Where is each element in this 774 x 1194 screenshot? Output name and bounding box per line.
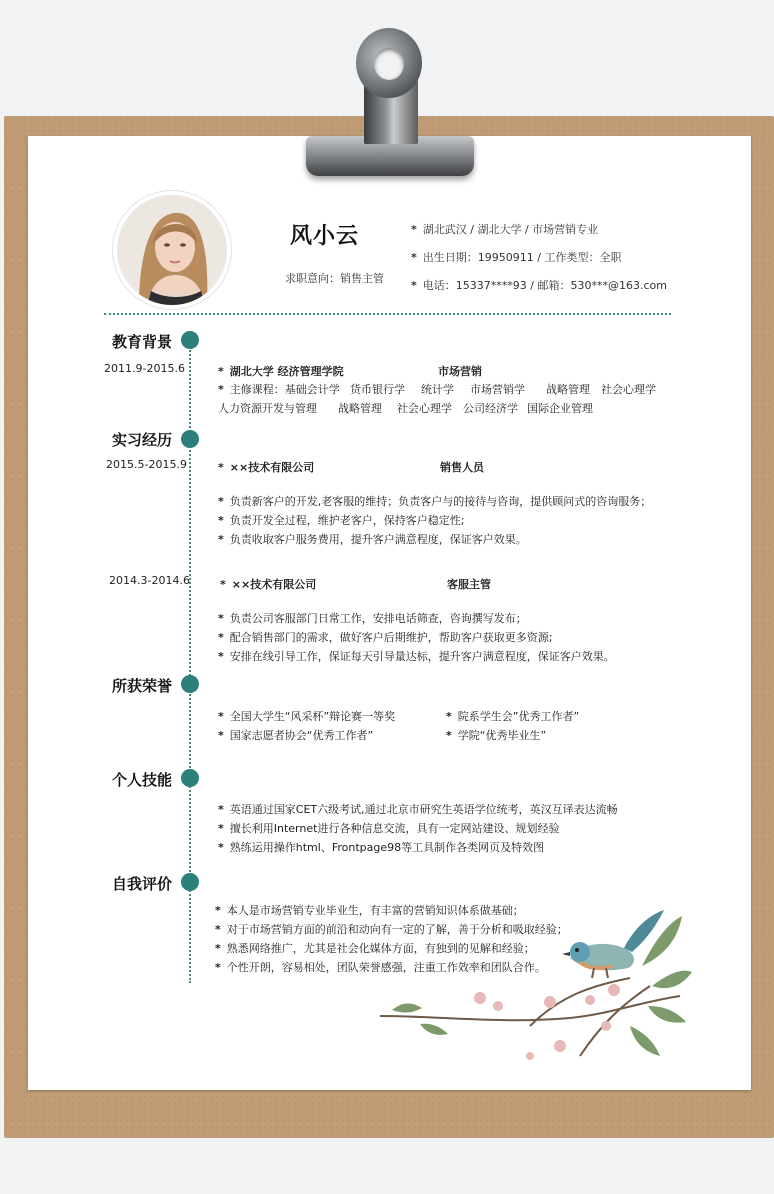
job-duty-text: 配合销售部门的需求，做好客户后期维护，帮助客户获取更多资源; xyxy=(229,631,553,644)
section-title-skills: 个人技能 xyxy=(112,771,173,789)
job-duty xyxy=(218,610,527,626)
contact-line xyxy=(411,249,621,265)
bullet-star: * xyxy=(218,803,224,816)
timeline-dot xyxy=(181,675,199,693)
education-school-line xyxy=(218,363,344,379)
skill-item xyxy=(218,839,544,855)
honor-item xyxy=(446,727,546,743)
job-duty-text: 负责公司客服部门日常工作，安排电话筛查，咨询撰写发布； xyxy=(229,612,527,625)
bullet-star: * xyxy=(411,251,417,264)
bullet-star: * xyxy=(218,822,224,835)
skill-text: 擅长利用Internet进行各种信息交流，具有一定网站建设、规划经验 xyxy=(229,822,560,835)
bullet-star: * xyxy=(218,495,224,508)
bullet-star: * xyxy=(218,533,224,546)
education-courses-line-1 xyxy=(218,381,656,397)
job-duty xyxy=(218,493,651,509)
timeline-dot xyxy=(181,873,199,891)
section-title-self-eval: 自我评价 xyxy=(112,875,173,893)
honor-item xyxy=(446,708,579,724)
bird-branch-illustration-icon xyxy=(380,906,695,1062)
bullet-star: * xyxy=(218,514,224,527)
honor-text: 学院“优秀毕业生” xyxy=(457,729,547,742)
course-item: 货币银行学 xyxy=(350,383,405,396)
honor-text: 全国大学生“风采杯”辩论赛一等奖 xyxy=(229,710,396,723)
self-eval-text: 个性开朗，容易相处，团队荣誉感强，注重工作效率和团队合作。 xyxy=(226,961,546,974)
section-title-internship: 实习经历 xyxy=(112,431,173,449)
bullet-star: * xyxy=(215,904,221,917)
job-duty xyxy=(218,648,615,664)
course-item: 统计学 xyxy=(421,383,454,396)
job-duty xyxy=(218,512,464,528)
skill-item xyxy=(218,820,559,836)
contact-phone-email: 电话：15337****93 / 邮箱：530***@163.com xyxy=(422,279,667,292)
education-courses-line-2 xyxy=(218,400,593,416)
job-role: 客服主管 xyxy=(447,578,491,591)
contact-line xyxy=(411,277,667,293)
job-duty-text: 负责收取客户服务费用，提升客户满意程度，保证客户效果。 xyxy=(229,533,527,546)
job-role: 销售人员 xyxy=(440,461,484,474)
bullet-star: * xyxy=(218,365,224,378)
timeline-dot xyxy=(181,331,199,349)
bullet-star: * xyxy=(220,578,226,591)
bullet-star: * xyxy=(218,650,224,663)
course-item: 主修课程：基础会计学 xyxy=(229,383,340,396)
bullet-star: * xyxy=(411,279,417,292)
bullet-star: * xyxy=(218,841,224,854)
honor-text: 院系学生会”优秀工作者” xyxy=(457,710,580,723)
course-item: 市场营销学 xyxy=(470,383,525,396)
bullet-star: * xyxy=(411,223,417,236)
bullet-star: * xyxy=(215,923,221,936)
job-company-line xyxy=(220,576,316,592)
course-item: 战略管理 xyxy=(338,402,382,415)
portrait-icon xyxy=(117,195,227,305)
job-duty xyxy=(218,629,552,645)
self-eval-text: 本人是市场营销专业毕业生，有丰富的营销知识体系做基础； xyxy=(226,904,524,917)
job-date: 2014.3-2014.6 xyxy=(109,574,190,587)
bullet-star: * xyxy=(215,942,221,955)
honor-item xyxy=(218,727,373,743)
skill-item xyxy=(218,801,618,817)
course-item: 社会心理学 xyxy=(601,383,656,396)
bullet-star: * xyxy=(218,612,224,625)
course-item: 人力资源开发与管理 xyxy=(218,402,317,415)
job-objective: 求职意向：销售主管 xyxy=(285,272,384,285)
job-duty xyxy=(218,531,527,547)
bullet-star: * xyxy=(446,710,452,723)
skill-text: 英语通过国家CET六级考试,通过北京市研究生英语学位统考，英汉互译表达流畅 xyxy=(229,803,618,816)
course-item: 公司经济学 xyxy=(463,402,518,415)
course-item: 社会心理学 xyxy=(397,402,452,415)
bullet-star: * xyxy=(218,729,224,742)
bullet-star: * xyxy=(218,631,224,644)
job-company: ××技术有限公司 xyxy=(229,461,315,474)
self-eval-text: 对于市场营销方面的前沿和动向有一定的了解，善于分析和吸取经验； xyxy=(226,923,568,936)
avatar xyxy=(117,195,227,305)
job-company: ××技术有限公司 xyxy=(231,578,317,591)
education-school: 湖北大学 经济管理学院 xyxy=(229,365,344,378)
job-duty-text: 负责新客户的开发,老客服的维持；负责客户与的接待与咨询，提供顾问式的咨询服务； xyxy=(229,495,652,508)
job-duty-text: 安排在线引导工作，保证每天引导量达标，提升客户满意程度，保证客户效果。 xyxy=(229,650,615,663)
education-major: 市场营销 xyxy=(438,365,482,378)
honor-item xyxy=(218,708,395,724)
job-company-line xyxy=(218,459,314,475)
header-divider xyxy=(104,313,671,315)
course-item: 国际企业管理 xyxy=(527,402,593,415)
candidate-name: 风小云 xyxy=(290,224,360,249)
contact-birth: 出生日期：19950911 / 工作类型：全职 xyxy=(422,251,622,264)
contact-line xyxy=(411,221,598,237)
honor-text: 国家志愿者协会“优秀工作者” xyxy=(229,729,374,742)
contact-location: 湖北武汉 / 湖北大学 / 市场营销专业 xyxy=(422,223,599,236)
section-title-honors: 所获荣誉 xyxy=(112,677,173,695)
course-item: 战略管理 xyxy=(546,383,590,396)
job-date: 2015.5-2015.9 xyxy=(106,458,187,471)
bullet-star: * xyxy=(218,461,224,474)
education-date: 2011.9-2015.6 xyxy=(104,362,185,375)
clip-hole-icon xyxy=(374,48,404,80)
section-title-education: 教育背景 xyxy=(112,333,173,351)
bullet-star: * xyxy=(215,961,221,974)
timeline-dot xyxy=(181,769,199,787)
bullet-star: * xyxy=(218,710,224,723)
self-eval-text: 熟悉网络推广，尤其是社会化媒体方面，有独到的见解和经验； xyxy=(226,942,535,955)
job-duty-text: 负责开发全过程，维护老客户，保持客户稳定性; xyxy=(229,514,465,527)
bullet-star: * xyxy=(218,383,224,396)
bullet-star: * xyxy=(446,729,452,742)
skill-text: 熟练运用操作html、Frontpage98等工具制作各类网页及特效图 xyxy=(229,841,545,854)
timeline-dot xyxy=(181,430,199,448)
